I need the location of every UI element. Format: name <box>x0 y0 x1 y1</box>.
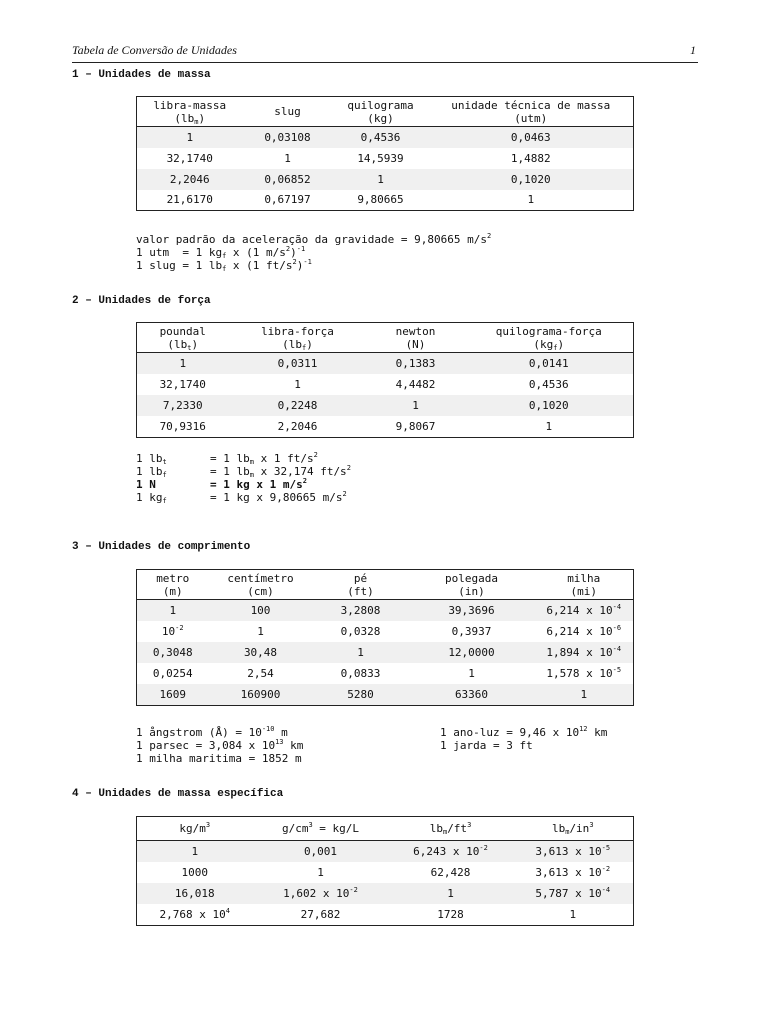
header-unit: (lb <box>167 337 188 351</box>
header-unit: (cm) <box>247 584 274 598</box>
table-cell: 1 <box>137 353 229 374</box>
table-cell: 32,1740 <box>159 377 206 391</box>
table-cell: 0,1383 <box>367 353 465 374</box>
column-header <box>137 323 229 353</box>
section-title-force: 2 – Unidades de força <box>72 295 211 307</box>
light-year-note <box>440 726 607 739</box>
yard-note: 1 jarda = 3 ft <box>440 739 533 752</box>
table-cell: 1 <box>333 169 429 190</box>
cell-exponent: -4 <box>601 885 611 894</box>
table-cell: 2,2046 <box>137 169 243 190</box>
table-cell <box>137 904 253 926</box>
table-row <box>137 663 634 684</box>
document-title: Tabela de Conversão de Unidades <box>72 43 237 57</box>
column-header <box>253 817 389 841</box>
table-cell: 0,0463 <box>429 127 634 148</box>
column-header <box>137 97 243 127</box>
cell-text: 10 <box>161 624 176 638</box>
note-exponent: 2 <box>292 258 297 266</box>
cell-text: 1,894 x 10 <box>546 645 613 659</box>
header-name: milha <box>567 571 601 585</box>
note-text: x 9,80665 m/s <box>249 491 343 504</box>
note-text: ) <box>290 246 297 259</box>
table-cell: 32,1740 <box>166 151 213 165</box>
header-name: quilograma-força <box>495 324 602 338</box>
note-exponent: 2 <box>313 451 318 459</box>
table-cell <box>409 642 535 663</box>
cell-text: 6,214 x 10 <box>546 624 613 638</box>
cell-text: 6,214 x 10 <box>546 603 613 617</box>
section-title-mass: 1 – Unidades de massa <box>72 69 211 81</box>
note-text: ) <box>296 259 304 272</box>
table-row <box>137 127 634 148</box>
table-cell <box>313 642 409 663</box>
cell-exponent: -2 <box>479 843 488 852</box>
table-cell: 2,2046 <box>277 419 318 433</box>
cell-text: 1,578 x 10 <box>546 666 613 680</box>
header-unit: (mi) <box>570 584 597 598</box>
header-unit: (m) <box>162 584 183 598</box>
note-exponent: -1 <box>296 245 306 253</box>
header-unit-end: ) <box>557 337 565 351</box>
header-text: = kg/L <box>312 822 360 835</box>
table-cell: 0,4536 <box>528 377 569 391</box>
table-cell <box>137 663 209 684</box>
table-cell: 0,67197 <box>264 193 311 207</box>
table-cell: 9,80665 <box>357 193 404 207</box>
note-text: km <box>283 739 304 752</box>
table-row <box>137 904 634 926</box>
header-unit-sub: f <box>302 343 307 352</box>
utm-note <box>136 246 305 259</box>
table-cell: 9,8067 <box>395 419 436 433</box>
table-cell <box>137 841 253 862</box>
header-unit: (ft) <box>347 584 374 598</box>
cell-exponent: -2 <box>175 623 184 632</box>
note-text: x (1 ft/s <box>226 259 293 272</box>
table-cell: 4,4482 <box>395 377 436 391</box>
note-text: = 1 lb <box>210 452 250 465</box>
note-text: m <box>274 726 288 739</box>
table-cell <box>389 862 513 883</box>
note-text: 1 ano-luz = 9,46 x 10 <box>440 726 580 739</box>
header-text: /in <box>569 822 590 835</box>
header-exponent: 3 <box>205 821 211 829</box>
note-subscript: f <box>222 252 227 260</box>
table-row <box>137 190 634 211</box>
table-row <box>137 169 634 190</box>
note-text: x 32,174 ft/s <box>253 465 347 478</box>
cell-text: 6,243 x 10 <box>413 844 480 858</box>
length-notes-right <box>440 726 607 752</box>
column-header <box>333 97 429 127</box>
note-text: km <box>587 726 608 739</box>
cell-text: 0,0254 <box>152 666 193 680</box>
table-cell <box>513 883 634 904</box>
table-cell: 21,6170 <box>166 193 213 207</box>
note-text: valor padrão da aceleração da gravidade = 9,80665 m/s <box>136 233 487 246</box>
table-cell <box>409 621 535 642</box>
table-cell <box>513 862 634 883</box>
table-cell <box>137 883 253 904</box>
note-exponent: 13 <box>275 738 284 746</box>
note-lhs <box>136 478 210 491</box>
table-cell: 0,2248 <box>229 395 367 416</box>
table-row <box>137 395 634 416</box>
table-cell <box>535 684 634 706</box>
table-cell: 0,06852 <box>243 169 333 190</box>
table-row <box>137 621 634 642</box>
table-cell <box>409 684 535 706</box>
header-unit: (lb <box>174 111 195 125</box>
cell-text: 160900 <box>240 687 281 701</box>
header-unit: (in) <box>458 584 485 598</box>
note-subscript: f <box>162 471 167 479</box>
cell-text: 27,682 <box>300 907 341 921</box>
column-header <box>409 570 535 600</box>
column-header <box>209 570 313 600</box>
table-cell <box>253 883 389 904</box>
note-text: 1 ångstrom (Å) = 10 <box>136 726 262 739</box>
table-cell <box>313 684 409 706</box>
header-name: libra-massa <box>153 98 227 112</box>
column-header <box>137 570 209 600</box>
column-header <box>513 817 634 841</box>
header-unit: (utm) <box>514 111 548 125</box>
page-header <box>72 40 698 63</box>
column-header <box>535 570 634 600</box>
note-subscript: f <box>222 265 227 273</box>
header-unit-end: ) <box>191 337 199 351</box>
table-row <box>137 148 634 169</box>
header-exponent: 3 <box>589 821 594 829</box>
table-cell: 0,1020 <box>465 395 634 416</box>
table-cell <box>209 663 313 684</box>
column-header <box>243 97 333 127</box>
note-subscript: m <box>249 471 254 479</box>
force-conversion-table <box>136 322 634 438</box>
table-cell <box>513 841 634 862</box>
table-row <box>137 416 634 438</box>
table-row <box>137 353 634 374</box>
header-name: unidade técnica de massa <box>451 98 611 112</box>
density-conversion-table <box>136 816 634 926</box>
cell-exponent: -4 <box>612 644 622 653</box>
table-cell <box>137 684 209 706</box>
table-cell <box>209 621 313 642</box>
cell-text: 16,018 <box>174 886 215 900</box>
table-cell <box>313 600 409 621</box>
header-text: lb <box>551 822 566 835</box>
mass-conversion-table <box>136 96 634 211</box>
section-title-length: 3 – Unidades de comprimento <box>72 541 251 553</box>
table-cell <box>535 663 634 684</box>
header-exponent: 3 <box>467 821 472 829</box>
note-text: x 1 ft/s <box>253 452 314 465</box>
table-row <box>137 883 634 904</box>
note-text: x (1 m/s <box>226 246 286 259</box>
cell-exponent: -6 <box>612 623 622 632</box>
note-lhs <box>136 491 210 504</box>
table-cell <box>137 600 209 621</box>
header-unit-end: ) <box>198 111 206 125</box>
header-unit: (lb <box>282 337 303 351</box>
cell-text: 3,613 x 10 <box>535 865 602 879</box>
cell-text: 12,0000 <box>448 645 495 659</box>
column-header <box>229 323 367 353</box>
note-text: 1 kg <box>136 491 163 504</box>
table-cell <box>389 904 513 926</box>
cell-text: 2,768 x 10 <box>159 907 226 921</box>
header-name: metro <box>156 571 190 585</box>
table-cell: 0,0141 <box>465 353 634 374</box>
note-exponent: -1 <box>303 258 312 266</box>
header-text: g/cm <box>281 822 309 835</box>
cell-text: 0,3937 <box>451 624 492 638</box>
table-header-row <box>137 817 634 841</box>
cell-exponent: -5 <box>612 665 622 674</box>
nautical-mile-note: 1 milha maritima = 1852 m <box>136 752 302 765</box>
column-header <box>137 817 253 841</box>
table-cell <box>389 841 513 862</box>
table-cell <box>409 600 535 621</box>
table-cell <box>137 642 209 663</box>
note-text: = 1 kg <box>210 491 250 504</box>
table-cell <box>137 621 209 642</box>
note-text: = 1 lb <box>210 465 250 478</box>
cell-text: 1 <box>257 624 264 638</box>
table-cell <box>535 600 634 621</box>
table-row <box>137 600 634 621</box>
header-name: poundal <box>159 324 206 338</box>
table-cell <box>313 621 409 642</box>
table-cell <box>513 904 634 926</box>
cell-text: 5280 <box>347 687 374 701</box>
newton-note <box>136 478 307 491</box>
table-row <box>137 841 634 862</box>
header-name: centímetro <box>227 571 294 585</box>
cell-text: 1 <box>468 666 475 680</box>
note-exponent: 2 <box>487 232 492 240</box>
length-notes-left <box>136 726 303 765</box>
note-exponent: 2 <box>346 464 351 472</box>
cell-exponent: -2 <box>601 864 611 873</box>
header-text: lb <box>429 822 443 835</box>
cell-text: 1 <box>569 907 577 921</box>
angstrom-note <box>136 726 288 739</box>
note-exponent: 2 <box>342 490 347 498</box>
note-text: 1 N <box>136 478 156 491</box>
header-name: quilograma <box>347 98 414 112</box>
table-cell: 1 <box>367 395 465 416</box>
cell-exponent: -2 <box>349 885 358 894</box>
pound-force-note <box>136 465 351 478</box>
cell-text: 1 <box>447 886 454 900</box>
table-cell <box>253 862 389 883</box>
mass-notes <box>136 233 491 272</box>
cell-text: 5,787 x 10 <box>535 886 602 900</box>
header-name: newton <box>395 324 436 338</box>
table-cell <box>313 663 409 684</box>
header-text: kg/m <box>179 822 206 835</box>
cell-text: 100 <box>250 603 271 617</box>
header-unit: (N) <box>405 337 426 351</box>
note-text: 1 utm = 1 kg <box>136 246 223 259</box>
force-notes <box>136 452 351 504</box>
table-cell: 0,03108 <box>243 127 333 148</box>
header-name: pé <box>353 571 368 585</box>
note-exponent: 2 <box>302 477 307 485</box>
note-subscript: t <box>162 458 167 466</box>
cell-exponent: -4 <box>612 602 622 611</box>
note-text: 1 lb <box>136 452 163 465</box>
table-cell: 1 <box>284 151 291 165</box>
table-header-row <box>137 570 634 600</box>
table-header-row <box>137 323 634 353</box>
poundal-note <box>136 452 318 465</box>
note-exponent: 2 <box>285 245 291 253</box>
table-cell <box>253 841 389 862</box>
slug-note <box>136 259 312 272</box>
table-cell <box>209 642 313 663</box>
note-subscript: f <box>162 497 167 505</box>
column-header <box>429 97 634 127</box>
table-cell <box>535 621 634 642</box>
page-number: 1 <box>690 43 696 57</box>
column-header <box>465 323 634 353</box>
header-name: libra-força <box>261 324 334 338</box>
cell-text: 1000 <box>181 865 208 879</box>
cell-text: 30,48 <box>243 645 278 659</box>
table-cell: 70,9316 <box>159 419 206 433</box>
note-text: = 1 kg <box>210 478 250 491</box>
section-title-density: 4 – Unidades de massa específica <box>72 788 284 800</box>
table-cell <box>389 883 513 904</box>
table-cell: 0,4536 <box>333 127 429 148</box>
table-header-row <box>137 97 634 127</box>
note-lhs <box>136 465 210 478</box>
cell-text: 39,3696 <box>448 603 495 617</box>
header-name: slug <box>274 105 301 118</box>
column-header <box>389 817 513 841</box>
note-text: 1 slug = 1 lb <box>136 259 223 272</box>
header-unit-sub: f <box>553 343 558 352</box>
header-name: polegada <box>445 571 498 585</box>
cell-text: 62,428 <box>430 865 471 879</box>
table-cell <box>535 642 634 663</box>
header-unit-sub: m <box>194 117 199 126</box>
header-text: /ft <box>447 822 468 835</box>
table-cell: 1 <box>545 419 553 433</box>
cell-text: 2,54 <box>247 666 274 680</box>
table-row <box>137 862 634 883</box>
table-row <box>137 684 634 706</box>
cell-exponent: 4 <box>225 906 230 915</box>
cell-text: 0,3048 <box>152 645 193 659</box>
cell-text: 1 <box>357 645 364 659</box>
cell-text: 0,0328 <box>340 624 381 638</box>
cell-text: 1728 <box>437 907 464 921</box>
table-cell: 1 <box>137 127 243 148</box>
header-unit-sub: t <box>187 343 192 352</box>
note-lhs <box>136 452 210 465</box>
column-header <box>313 570 409 600</box>
table-cell <box>209 600 313 621</box>
length-conversion-table <box>136 569 634 706</box>
note-exponent: 12 <box>579 725 588 733</box>
table-row <box>137 642 634 663</box>
header-exponent: 3 <box>308 821 313 829</box>
cell-text: 1 <box>580 687 588 701</box>
cell-exponent: -5 <box>601 843 611 852</box>
cell-text: 1 <box>317 865 324 879</box>
table-row <box>137 374 634 395</box>
header-unit: (kg) <box>367 111 394 125</box>
table-cell: 0,1020 <box>429 169 634 190</box>
note-subscript: m <box>249 458 254 466</box>
table-cell: 14,5939 <box>357 151 404 165</box>
header-subscript: m <box>565 828 570 836</box>
table-cell <box>253 904 389 926</box>
gravity-note <box>136 233 491 246</box>
table-cell: 7,2330 <box>137 395 229 416</box>
cell-text: 1,602 x 10 <box>283 886 350 900</box>
kilogram-force-note <box>136 491 347 504</box>
note-text: 1 parsec = 3,084 x 10 <box>136 739 276 752</box>
note-exponent: -10 <box>261 725 275 733</box>
cell-text: 1 <box>191 844 199 858</box>
cell-text: 0,0833 <box>340 666 381 680</box>
table-cell: 1 <box>294 377 301 391</box>
table-cell: 1,4882 <box>510 151 551 165</box>
cell-text: 3,613 x 10 <box>535 844 602 858</box>
cell-text: 1609 <box>159 687 186 701</box>
cell-text: 1 <box>169 603 177 617</box>
table-cell <box>209 684 313 706</box>
header-unit-end: ) <box>306 337 313 351</box>
column-header <box>367 323 465 353</box>
note-text: x 1 m/s <box>249 478 303 491</box>
table-cell <box>137 862 253 883</box>
header-subscript: m <box>442 828 448 836</box>
table-cell <box>409 663 535 684</box>
cell-text: 3,2808 <box>340 603 381 617</box>
parsec-note <box>136 739 303 752</box>
cell-text: 0,001 <box>303 844 338 858</box>
table-cell: 0,0311 <box>229 353 367 374</box>
cell-text: 63360 <box>454 687 489 701</box>
note-text: 1 lb <box>136 465 163 478</box>
table-cell: 1 <box>527 193 535 207</box>
header-unit: (kg <box>533 337 554 351</box>
